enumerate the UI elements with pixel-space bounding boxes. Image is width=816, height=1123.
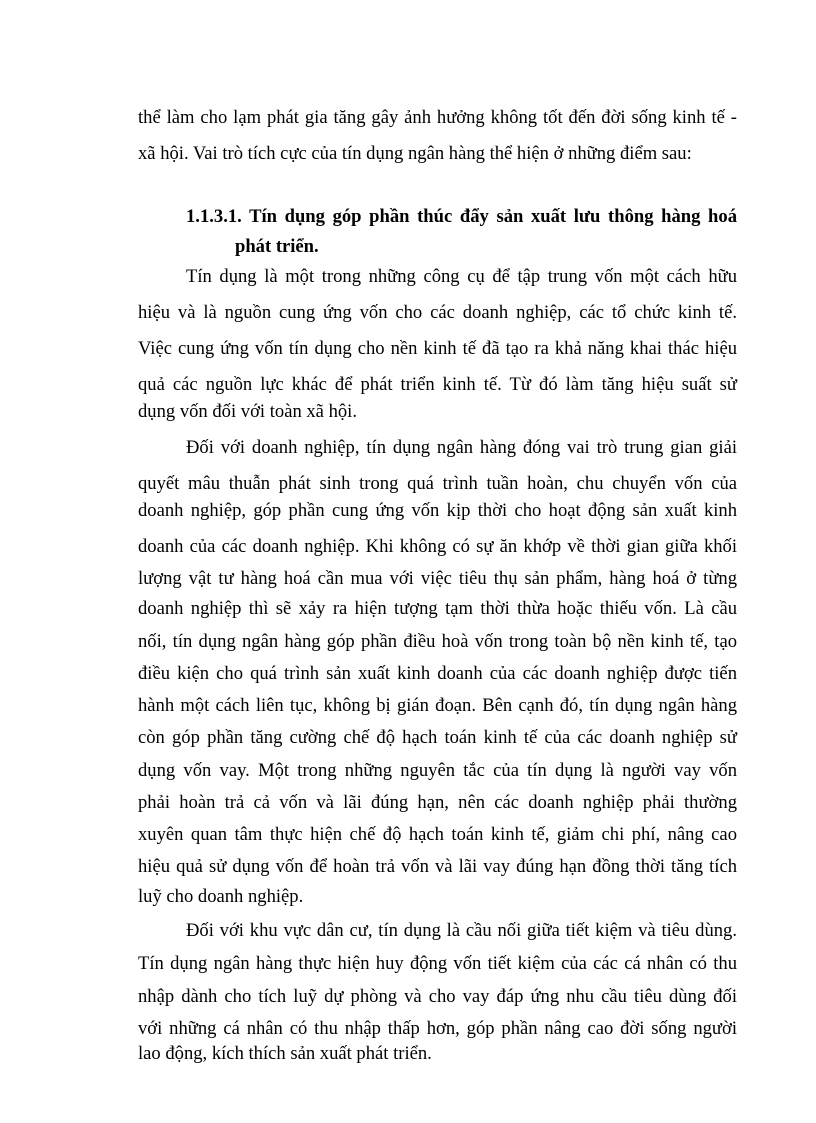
paragraph-1-line-2: hiệu và là nguồn cung ứng vốn cho các doanh nghiệp, các tổ chức kinh tế. — [138, 302, 737, 323]
intro-line-2: xã hội. Vai trò tích cực của tín dụng ngân hàng thể hiện ở những điểm sau: — [138, 143, 692, 164]
paragraph-2-line-7: nối, tín dụng ngân hàng góp phần điều hoà vốn trong toàn bộ nền kinh tế, tạo — [138, 631, 737, 652]
paragraph-2-line-10: còn góp phần tăng cường chế độ hạch toán kinh tế của các doanh nghiệp sử — [138, 727, 737, 748]
paragraph-2-line-13: xuyên quan tâm thực hiện chế độ hạch toán kinh tế, giảm chi phí, nâng cao — [138, 824, 737, 845]
paragraph-3-line-4: với những cá nhân có thu nhập thấp hơn, góp phần nâng cao đời sống người — [138, 1018, 737, 1039]
paragraph-2-line-5: lượng vật tư hàng hoá cần mua với việc tiêu thụ sản phẩm, hàng hoá ở từng — [138, 568, 737, 589]
paragraph-1-line-4: quả các nguồn lực khác để phát triển kinh tế. Từ đó làm tăng hiệu suất sử — [138, 374, 737, 395]
paragraph-1-line-5: dụng vốn đối với toàn xã hội. — [138, 401, 357, 422]
paragraph-2-line-1: Đối với doanh nghiệp, tín dụng ngân hàng đóng vai trò trung gian giải — [186, 437, 737, 458]
paragraph-3-line-3: nhập dành cho tích luỹ dự phòng và cho vay đáp ứng nhu cầu tiêu dùng đối — [138, 986, 737, 1007]
paragraph-1-line-3: Việc cung ứng vốn tín dụng cho nền kinh tế đã tạo ra khả năng khai thác hiệu — [138, 338, 737, 359]
paragraph-2-line-12: phải hoàn trả cả vốn và lãi đúng hạn, nên các doanh nghiệp phải thường — [138, 792, 737, 813]
paragraph-2-line-15: luỹ cho doanh nghiệp. — [138, 886, 304, 907]
paragraph-2-line-9: hành một cách liên tục, không bị gián đoạn. Bên cạnh đó, tín dụng ngân hàng — [138, 695, 737, 716]
paragraph-2-line-3: doanh nghiệp, góp phần cung ứng vốn kịp thời cho hoạt động sản xuất kinh — [138, 500, 737, 521]
paragraph-2-line-6: doanh nghiệp thì sẽ xảy ra hiện tượng tạm thời thừa hoặc thiếu vốn. Là cầu — [138, 598, 737, 619]
section-heading-line-1: 1.1.3.1. Tín dụng góp phần thúc đẩy sản xuất lưu thông hàng hoá — [186, 206, 737, 227]
paragraph-1-line-1: Tín dụng là một trong những công cụ để tập trung vốn một cách hữu — [186, 266, 737, 287]
paragraph-2-line-14: hiệu quả sử dụng vốn để hoàn trả vốn và lãi vay đúng hạn đồng thời tăng tích — [138, 856, 737, 877]
section-heading-line-2: phát triển. — [235, 236, 319, 257]
intro-line-1: thể làm cho lạm phát gia tăng gây ảnh hưởng không tốt đến đời sống kinh tế - — [138, 107, 737, 128]
paragraph-2-line-8: điều kiện cho quá trình sản xuất kinh doanh của các doanh nghiệp được tiến — [138, 663, 737, 684]
paragraph-3-line-2: Tín dụng ngân hàng thực hiện huy động vốn tiết kiệm của các cá nhân có thu — [138, 953, 737, 974]
paragraph-3-line-5: lao động, kích thích sản xuất phát triển. — [138, 1043, 432, 1064]
paragraph-2-line-2: quyết mâu thuẫn phát sinh trong quá trình tuần hoàn, chu chuyển vốn của — [138, 473, 737, 494]
paragraph-2-line-4: doanh của các doanh nghiệp. Khi không có sự ăn khớp về thời gian giữa khối — [138, 536, 737, 557]
paragraph-3-line-1: Đối với khu vực dân cư, tín dụng là cầu nối giữa tiết kiệm và tiêu dùng. — [186, 920, 737, 941]
paragraph-2-line-11: dụng vốn vay. Một trong những nguyên tắc của tín dụng là người vay vốn — [138, 760, 737, 781]
